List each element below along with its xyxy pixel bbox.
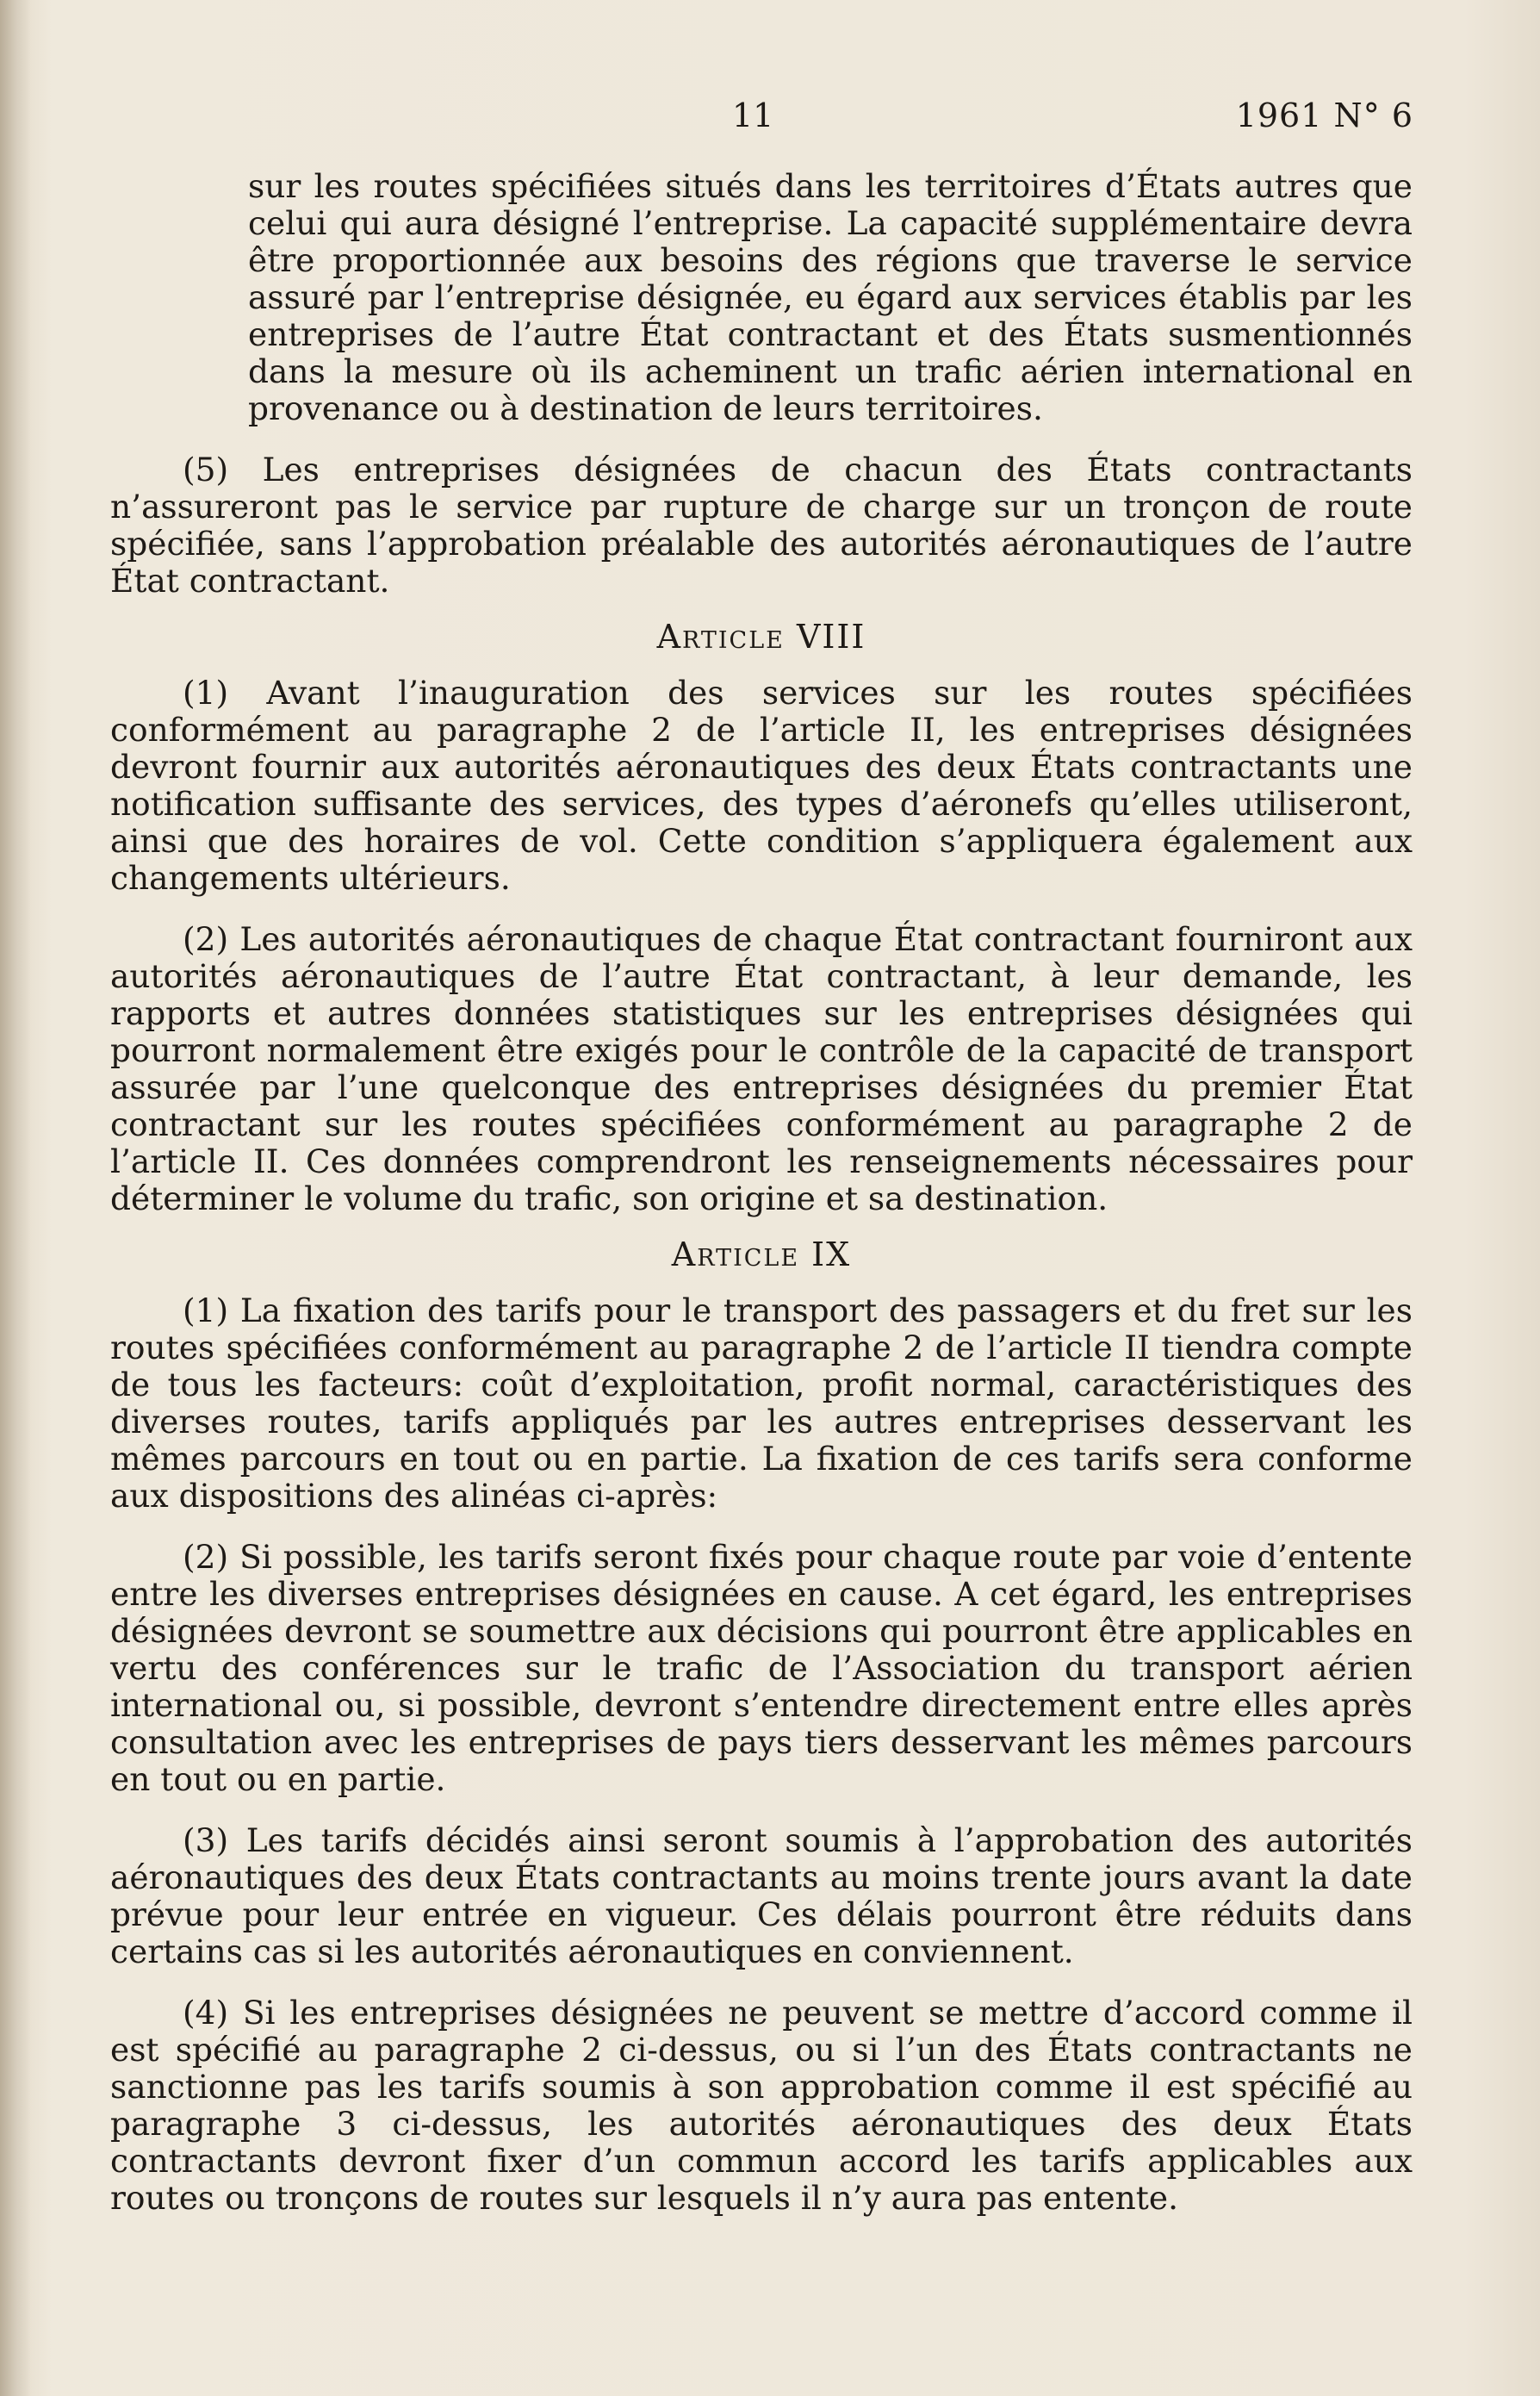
continued-paragraph: sur les routes spécifiées situés dans les territoires d’États autres que celui qui aura désigné l’entreprise. La capacité supplémentaire devra être proportionnée aux besoins des régions que traverse le service assuré par l’entreprise désignée, eu égard aux services établis par les entreprises de l’autre État contractant et des États susmentionnés dans la mesure où ils acheminent un trafic aérien international en provenance ou à destination de leurs territoires. (248, 167, 1413, 427)
page-number: 11 (732, 96, 774, 134)
article-ix-paragraph-3: (3) Les tarifs décidés ainsi seront soumis à l’approbation des autorités aéronautiques des deux États contractants au moins trente jours avant la date prévue pour leur entrée en vigueur. Ces délais pourront être réduits dans certains cas si les autorités aéronautiques en conviennent. (110, 1821, 1413, 1970)
article-viii-heading-word: Article (656, 618, 785, 656)
article-ix-heading-word: Article (671, 1235, 800, 1273)
article-ix-paragraph-1: (1) La fixation des tarifs pour le transport des passagers et du fret sur les routes spécifiées conformément au paragraphe 2 de l’article II tiendra compte de tous les facteurs: coût d’exploitation, profit normal, caractéristiques des diverses routes, tarifs appliqués par les autres entreprises desservant les mêmes parcours en tout ou en partie. La fixation de ces tarifs sera conforme aux dispositions des alinéas ci-après: (110, 1291, 1413, 1515)
article-viii-paragraph-1: (1) Avant l’inauguration des services sur les routes spécifiées conformément au paragraphe 2 de l’article II, les entreprises désignées devront fournir aux autorités aéronautiques des deux États contractants une notification suffisante des services, des types d’aéronefs qu’elles utiliseront, ainsi que des horaires de vol. Cette condition s’appliquera également aux changements ultérieurs. (110, 674, 1413, 897)
article-ix-heading (110, 1236, 1413, 1273)
body-text (110, 168, 1413, 2217)
article-viii-heading-number: VIII (796, 618, 866, 656)
page-header (0, 96, 1540, 148)
paragraph-5: (5) Les entreprises désignées de chacun des États contractants n’assureront pas le service par rupture de charge sur un tronçon de route spécifiée, sans l’approbation préalable des autorités aéronautiques de l’autre État contractant. (110, 451, 1413, 600)
article-ix-paragraph-2: (2) Si possible, les tarifs seront fixés pour chaque route par voie d’entente entre les diverses entreprises désignées en cause. A cet égard, les entreprises désignées devront se soumettre aux décisions qui pourront être applicables en vertu des conférences sur le trafic de l’Association du transport aérien international ou, si possible, devront s’entendre directement entre elles après consultation avec les entreprises de pays tiers desservant les mêmes parcours en tout ou en partie. (110, 1538, 1413, 1798)
article-ix-heading-number: IX (811, 1235, 852, 1273)
document-reference: 1961 N° 6 (1235, 96, 1413, 134)
page-binding-edge (0, 0, 31, 2396)
article-ix-paragraph-4: (4) Si les entreprises désignées ne peuvent se mettre d’accord comme il est spécifié au paragraphe 2 ci-dessus, ou si l’un des États contractants ne sanctionne pas les tarifs soumis à son approbation comme il est spécifié au paragraphe 3 ci-dessus, les autorités aéronautiques des deux États contractants devront fixer d’un commun accord les tarifs applicables aux routes ou tronçons de routes sur lesquels il n’y aura pas entente. (110, 1994, 1413, 2217)
article-viii-paragraph-2: (2) Les autorités aéronautiques de chaque État contractant fourniront aux autorités aéronautiques de l’autre État contractant, à leur demande, les rapports et autres données statistiques sur les entreprises désignées qui pourront normalement être exigés pour le contrôle de la capacité de transport assurée par l’une quelconque des entreprises désignées du premier État contractant sur les routes spécifiées conformément au paragraphe 2 de l’article II. Ces données comprendront les renseignements nécessaires pour déterminer le volume du trafic, son origine et sa destination. (110, 920, 1413, 1217)
article-viii-heading (110, 619, 1413, 656)
